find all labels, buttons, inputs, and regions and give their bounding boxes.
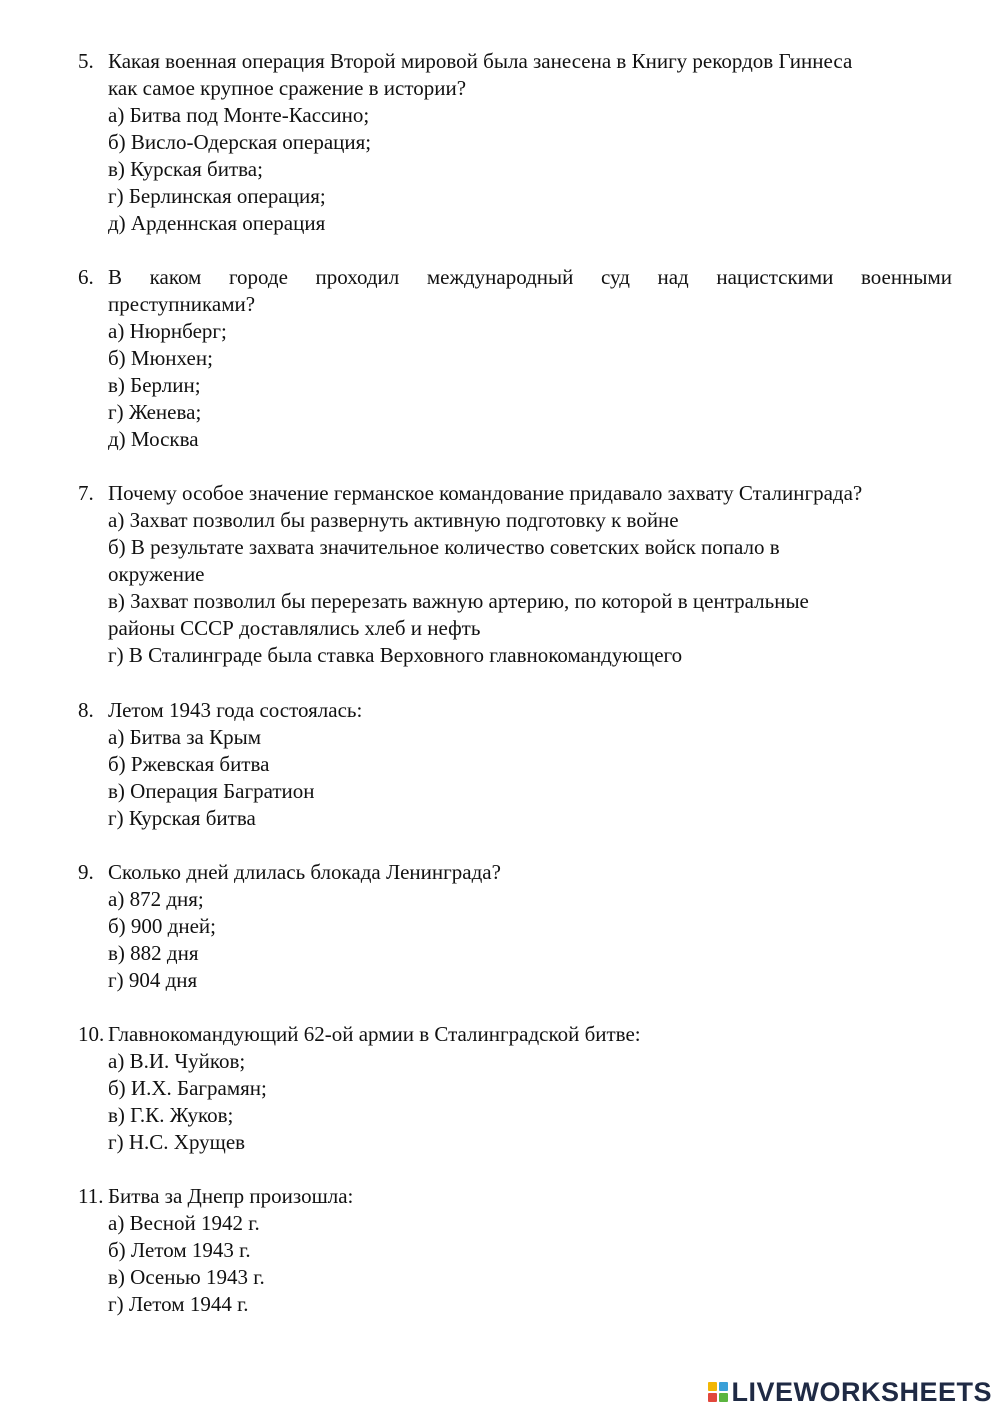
answer-option[interactable]: а) В.И. Чуйков;	[108, 1049, 246, 1073]
question-text-line: преступниками?	[108, 292, 256, 316]
question-number: 6.	[78, 265, 94, 289]
answer-option[interactable]: г) 904 дня	[108, 968, 198, 992]
question-text-line: Битва за Днепр произошла:	[108, 1184, 354, 1208]
question-10	[78, 1021, 952, 1156]
question-text-line: Сколько дней длилась блокада Ленинграда?	[108, 860, 501, 884]
question-number: 9.	[78, 860, 94, 884]
answer-options	[108, 1048, 952, 1156]
answer-options	[108, 1210, 952, 1318]
answer-option[interactable]: б) Висло-Одерская операция;	[108, 130, 372, 154]
question-number: 5.	[78, 49, 94, 73]
answer-option[interactable]: в) Захват позволил бы перерезать важную артерию, по которой в центральные	[108, 589, 809, 613]
answer-option[interactable]: в) Осенью 1943 г.	[108, 1265, 265, 1289]
answer-option[interactable]: б) Летом 1943 г.	[108, 1238, 251, 1262]
answer-option[interactable]: б) 900 дней;	[108, 914, 216, 938]
answer-option[interactable]: г) Женева;	[108, 400, 202, 424]
answer-option[interactable]: а) Весной 1942 г.	[108, 1211, 260, 1235]
answer-option[interactable]: д) Арденнская операция	[108, 211, 326, 235]
question-number: 11.	[78, 1184, 104, 1208]
question-7	[78, 480, 952, 669]
answer-option[interactable]: г) Летом 1944 г.	[108, 1292, 249, 1316]
answer-options	[108, 886, 952, 994]
question-number: 7.	[78, 481, 94, 505]
question-text-line: Какая военная операция Второй мировой была занесена в Книгу рекордов Гиннеса	[108, 49, 853, 73]
answer-options	[108, 318, 952, 453]
logo-squares-icon	[708, 1382, 728, 1402]
question-8	[78, 697, 952, 832]
answer-option[interactable]: б) И.Х. Баграмян;	[108, 1076, 267, 1100]
answer-options	[108, 724, 952, 832]
answer-option[interactable]: в) Курская битва;	[108, 157, 263, 181]
question-number: 10.	[78, 1022, 105, 1046]
question-number: 8.	[78, 698, 94, 722]
answer-option[interactable]: б) Ржевская битва	[108, 752, 270, 776]
question-11	[78, 1183, 952, 1318]
logo-text: LIVEWORKSHEETS	[731, 1376, 992, 1407]
answer-option[interactable]: а) Нюрнберг;	[108, 319, 227, 343]
question-6	[78, 264, 952, 453]
answer-option-continuation[interactable]: окружение	[108, 562, 205, 586]
answer-option[interactable]: в) Операция Багратион	[108, 779, 315, 803]
question-9	[78, 859, 952, 994]
answer-option[interactable]: г) Н.С. Хрущев	[108, 1130, 246, 1154]
answer-option[interactable]: в) 882 дня	[108, 941, 199, 965]
answer-option[interactable]: а) 872 дня;	[108, 887, 204, 911]
answer-option[interactable]: г) Берлинская операция;	[108, 184, 326, 208]
answer-option[interactable]: а) Битва за Крым	[108, 725, 262, 749]
answer-option[interactable]: в) Берлин;	[108, 373, 201, 397]
logo-square-blue	[719, 1382, 728, 1391]
answer-option[interactable]: г) В Сталинграде была ставка Верховного главнокомандующего	[108, 643, 683, 667]
question-text-line: Главнокомандующий 62-ой армии в Сталинградской битве:	[108, 1022, 641, 1046]
liveworksheets-logo	[708, 1377, 992, 1407]
logo-square-yellow	[708, 1382, 717, 1391]
answer-option[interactable]: б) В результате захвата значительное количество советских войск попало в	[108, 535, 780, 559]
answer-option[interactable]: г) Курская битва	[108, 806, 256, 830]
question-5	[78, 48, 952, 237]
question-text-line: В каком городе проходил международный суд над нацистскими военными	[108, 265, 952, 289]
question-text-line: как самое крупное сражение в истории?	[108, 76, 467, 100]
answer-option-continuation[interactable]: районы СССР доставлялись хлеб и нефть	[108, 616, 481, 640]
answer-option[interactable]: б) Мюнхен;	[108, 346, 213, 370]
answer-option[interactable]: в) Г.К. Жуков;	[108, 1103, 234, 1127]
question-text-line: Летом 1943 года состоялась:	[108, 698, 363, 722]
question-text-line: Почему особое значение германское командование придавало захвату Сталинграда?	[108, 481, 863, 505]
logo-square-red	[708, 1393, 717, 1402]
answer-option[interactable]: а) Захват позволил бы развернуть активную подготовку к войне	[108, 508, 679, 532]
answer-option[interactable]: а) Битва под Монте-Кассино;	[108, 103, 370, 127]
answer-options	[108, 507, 952, 669]
answer-options	[108, 102, 952, 237]
logo-square-green	[719, 1393, 728, 1402]
answer-option[interactable]: д) Москва	[108, 427, 199, 451]
